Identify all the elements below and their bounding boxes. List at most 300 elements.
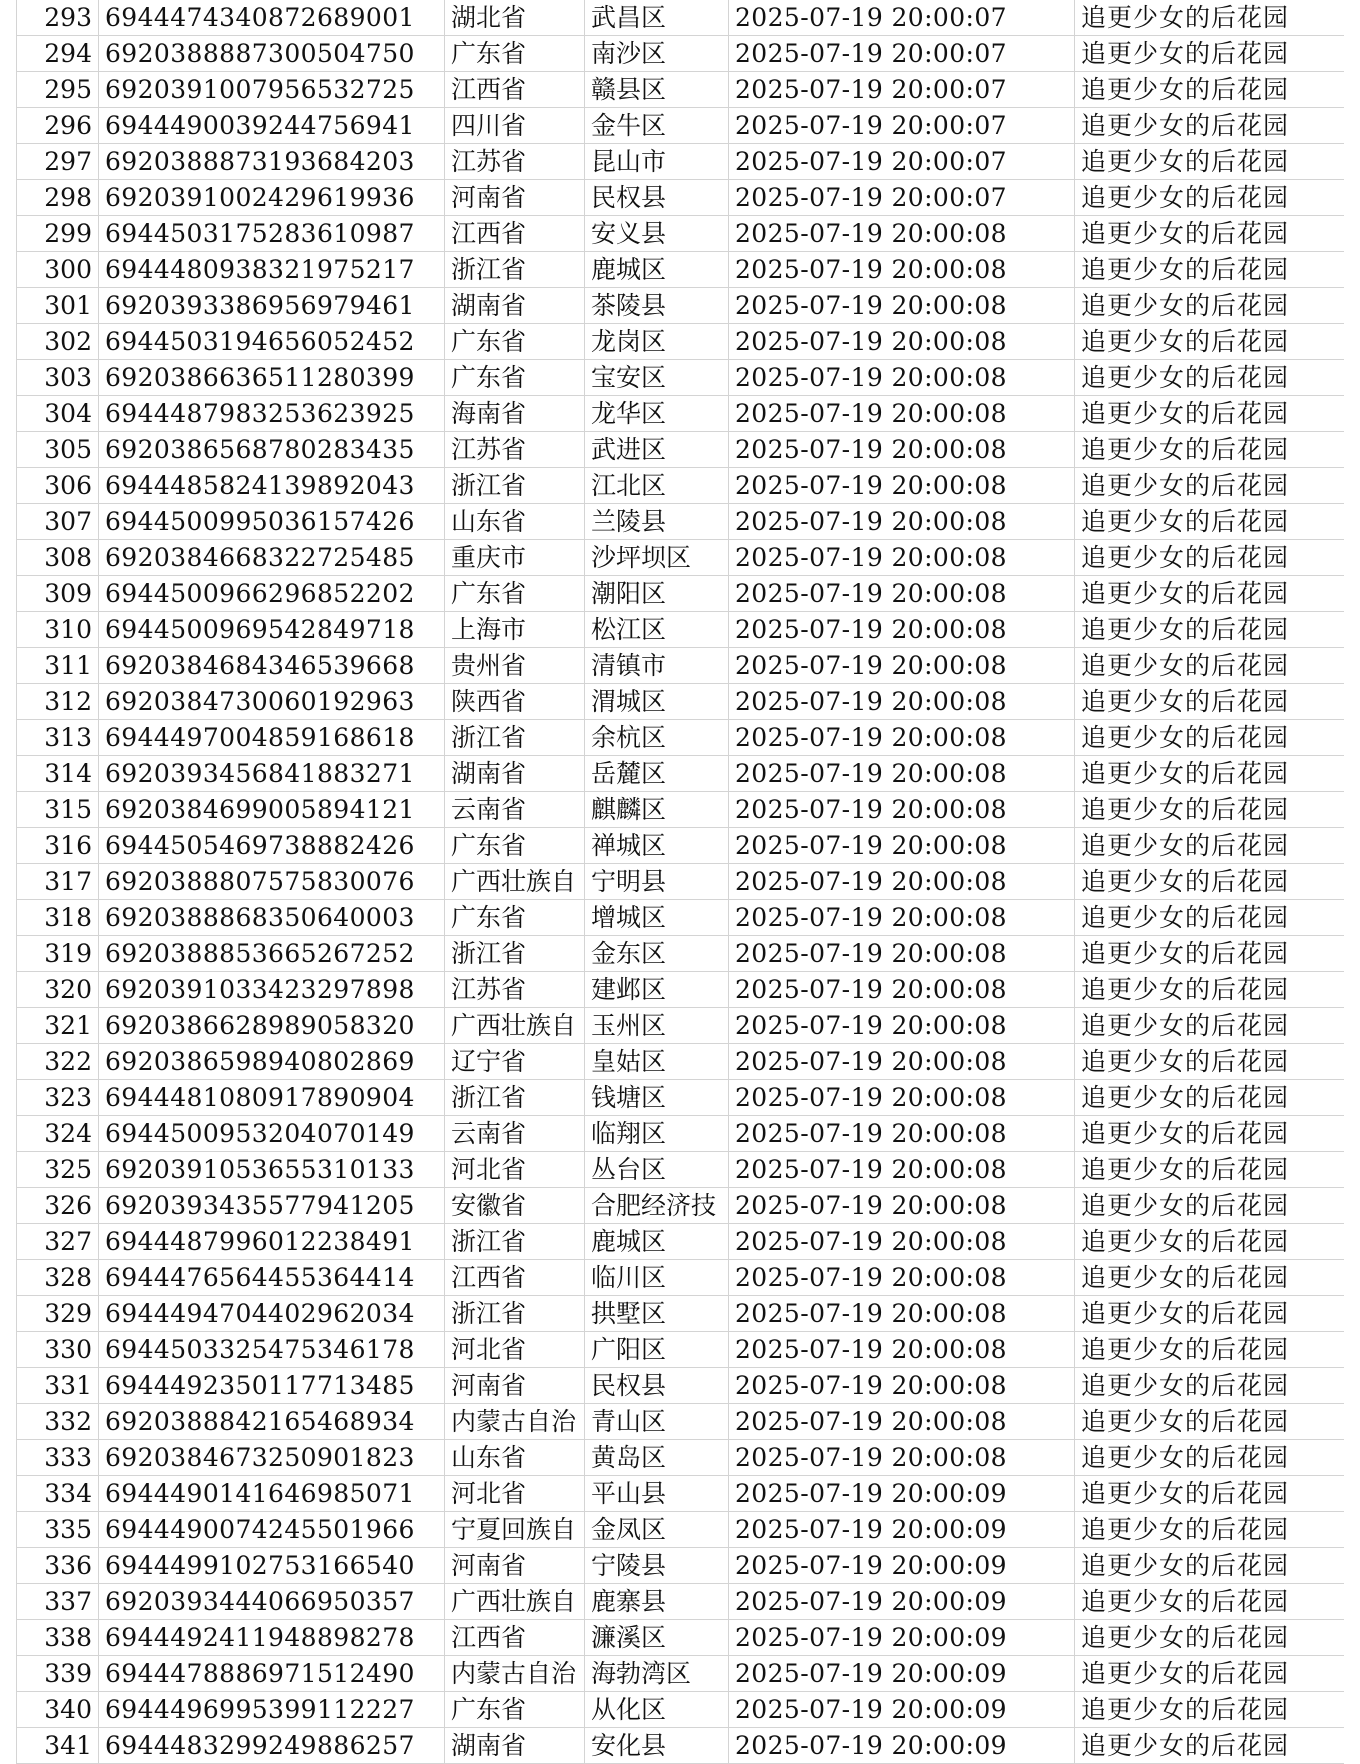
cell-timestamp[interactable]: 2025-07-19 20:00:08 — [729, 1152, 1075, 1188]
cell-order-id[interactable]: 6944485824139892043 — [99, 468, 445, 504]
cell-store-name[interactable]: 追更少女的后花园 — [1075, 1044, 1345, 1080]
cell-district[interactable]: 金东区 — [585, 936, 729, 972]
cell-district[interactable]: 鹿寨县 — [585, 1584, 729, 1620]
cell-row-number[interactable]: 320 — [17, 972, 99, 1008]
cell-timestamp[interactable]: 2025-07-19 20:00:08 — [729, 252, 1075, 288]
cell-order-id[interactable]: 6920393386956979461 — [99, 288, 445, 324]
cell-order-id[interactable]: 6944490039244756941 — [99, 108, 445, 144]
cell-province[interactable]: 湖南省 — [445, 288, 585, 324]
cell-district[interactable]: 丛台区 — [585, 1152, 729, 1188]
cell-order-id[interactable]: 6920384668322725485 — [99, 540, 445, 576]
cell-province[interactable]: 上海市 — [445, 612, 585, 648]
cell-timestamp[interactable]: 2025-07-19 20:00:08 — [729, 756, 1075, 792]
cell-store-name[interactable]: 追更少女的后花园 — [1075, 216, 1345, 252]
cell-row-number[interactable]: 301 — [17, 288, 99, 324]
cell-row-number[interactable]: 319 — [17, 936, 99, 972]
cell-district[interactable]: 濂溪区 — [585, 1620, 729, 1656]
cell-order-id[interactable]: 6920386598940802869 — [99, 1044, 445, 1080]
cell-row-number[interactable]: 332 — [17, 1404, 99, 1440]
cell-store-name[interactable]: 追更少女的后花园 — [1075, 1188, 1345, 1224]
cell-row-number[interactable]: 333 — [17, 1440, 99, 1476]
cell-timestamp[interactable]: 2025-07-19 20:00:08 — [729, 792, 1075, 828]
cell-store-name[interactable]: 追更少女的后花园 — [1075, 1404, 1345, 1440]
cell-store-name[interactable]: 追更少女的后花园 — [1075, 252, 1345, 288]
cell-row-number[interactable]: 299 — [17, 216, 99, 252]
cell-district[interactable]: 宁明县 — [585, 864, 729, 900]
cell-store-name[interactable]: 追更少女的后花园 — [1075, 180, 1345, 216]
cell-store-name[interactable]: 追更少女的后花园 — [1075, 1512, 1345, 1548]
cell-row-number[interactable]: 306 — [17, 468, 99, 504]
cell-row-number[interactable]: 307 — [17, 504, 99, 540]
cell-province[interactable]: 河南省 — [445, 1548, 585, 1584]
cell-order-id[interactable]: 6920393444066950357 — [99, 1584, 445, 1620]
spreadsheet-grid[interactable] — [16, 0, 1344, 1764]
cell-timestamp[interactable]: 2025-07-19 20:00:08 — [729, 828, 1075, 864]
cell-timestamp[interactable]: 2025-07-19 20:00:08 — [729, 468, 1075, 504]
cell-timestamp[interactable]: 2025-07-19 20:00:08 — [729, 1332, 1075, 1368]
cell-order-id[interactable]: 6920386568780283435 — [99, 432, 445, 468]
cell-timestamp[interactable]: 2025-07-19 20:00:08 — [729, 1224, 1075, 1260]
cell-order-id[interactable]: 6944483299249886257 — [99, 1728, 445, 1764]
cell-district[interactable]: 鹿城区 — [585, 252, 729, 288]
cell-row-number[interactable]: 293 — [17, 0, 99, 36]
cell-row-number[interactable]: 339 — [17, 1656, 99, 1692]
cell-timestamp[interactable]: 2025-07-19 20:00:08 — [729, 612, 1075, 648]
cell-district[interactable]: 金凤区 — [585, 1512, 729, 1548]
cell-province[interactable]: 江苏省 — [445, 144, 585, 180]
cell-row-number[interactable]: 313 — [17, 720, 99, 756]
cell-order-id[interactable]: 6944487996012238491 — [99, 1224, 445, 1260]
cell-timestamp[interactable]: 2025-07-19 20:00:09 — [729, 1476, 1075, 1512]
cell-store-name[interactable]: 追更少女的后花园 — [1075, 0, 1345, 36]
cell-timestamp[interactable]: 2025-07-19 20:00:08 — [729, 576, 1075, 612]
cell-district[interactable]: 合肥经济技 — [585, 1188, 729, 1224]
cell-store-name[interactable]: 追更少女的后花园 — [1075, 396, 1345, 432]
cell-timestamp[interactable]: 2025-07-19 20:00:08 — [729, 1080, 1075, 1116]
cell-district[interactable]: 安化县 — [585, 1728, 729, 1764]
cell-district[interactable]: 民权县 — [585, 1368, 729, 1404]
cell-province[interactable]: 浙江省 — [445, 252, 585, 288]
cell-province[interactable]: 河北省 — [445, 1476, 585, 1512]
cell-district[interactable]: 海勃湾区 — [585, 1656, 729, 1692]
cell-timestamp[interactable]: 2025-07-19 20:00:08 — [729, 864, 1075, 900]
cell-order-id[interactable]: 6920384730060192963 — [99, 684, 445, 720]
cell-timestamp[interactable]: 2025-07-19 20:00:08 — [729, 1008, 1075, 1044]
cell-row-number[interactable]: 327 — [17, 1224, 99, 1260]
cell-district[interactable]: 宁陵县 — [585, 1548, 729, 1584]
cell-store-name[interactable]: 追更少女的后花园 — [1075, 1224, 1345, 1260]
cell-district[interactable]: 广阳区 — [585, 1332, 729, 1368]
cell-store-name[interactable]: 追更少女的后花园 — [1075, 1080, 1345, 1116]
cell-district[interactable]: 金牛区 — [585, 108, 729, 144]
cell-district[interactable]: 武昌区 — [585, 0, 729, 36]
cell-district[interactable]: 武进区 — [585, 432, 729, 468]
cell-store-name[interactable]: 追更少女的后花园 — [1075, 468, 1345, 504]
cell-province[interactable]: 广东省 — [445, 900, 585, 936]
cell-row-number[interactable]: 305 — [17, 432, 99, 468]
cell-timestamp[interactable]: 2025-07-19 20:00:08 — [729, 216, 1075, 252]
cell-store-name[interactable]: 追更少女的后花园 — [1075, 1296, 1345, 1332]
cell-province[interactable]: 广东省 — [445, 36, 585, 72]
cell-store-name[interactable]: 追更少女的后花园 — [1075, 864, 1345, 900]
cell-store-name[interactable]: 追更少女的后花园 — [1075, 972, 1345, 1008]
cell-province[interactable]: 四川省 — [445, 108, 585, 144]
cell-store-name[interactable]: 追更少女的后花园 — [1075, 1476, 1345, 1512]
cell-order-id[interactable]: 6920388868350640003 — [99, 900, 445, 936]
cell-province[interactable]: 江西省 — [445, 216, 585, 252]
cell-timestamp[interactable]: 2025-07-19 20:00:08 — [729, 936, 1075, 972]
cell-order-id[interactable]: 6920384684346539668 — [99, 648, 445, 684]
cell-store-name[interactable]: 追更少女的后花园 — [1075, 612, 1345, 648]
cell-row-number[interactable]: 340 — [17, 1692, 99, 1728]
cell-district[interactable]: 龙华区 — [585, 396, 729, 432]
cell-row-number[interactable]: 335 — [17, 1512, 99, 1548]
cell-order-id[interactable]: 6944503325475346178 — [99, 1332, 445, 1368]
cell-district[interactable]: 黄岛区 — [585, 1440, 729, 1476]
table-row — [17, 900, 1345, 936]
cell-store-name[interactable]: 追更少女的后花园 — [1075, 540, 1345, 576]
cell-row-number[interactable]: 329 — [17, 1296, 99, 1332]
cell-order-id[interactable]: 6944494704402962034 — [99, 1296, 445, 1332]
cell-province[interactable]: 浙江省 — [445, 468, 585, 504]
cell-store-name[interactable]: 追更少女的后花园 — [1075, 900, 1345, 936]
cell-district[interactable]: 沙坪坝区 — [585, 540, 729, 576]
cell-order-id[interactable]: 6920388842165468934 — [99, 1404, 445, 1440]
cell-province[interactable]: 陕西省 — [445, 684, 585, 720]
cell-province[interactable]: 广东省 — [445, 360, 585, 396]
cell-timestamp[interactable]: 2025-07-19 20:00:08 — [729, 1044, 1075, 1080]
cell-province[interactable]: 湖北省 — [445, 0, 585, 36]
cell-district[interactable]: 增城区 — [585, 900, 729, 936]
cell-district[interactable]: 从化区 — [585, 1692, 729, 1728]
cell-province[interactable]: 浙江省 — [445, 936, 585, 972]
cell-timestamp[interactable]: 2025-07-19 20:00:07 — [729, 72, 1075, 108]
cell-province[interactable]: 广东省 — [445, 828, 585, 864]
cell-timestamp[interactable]: 2025-07-19 20:00:08 — [729, 1116, 1075, 1152]
cell-province[interactable]: 江西省 — [445, 72, 585, 108]
cell-row-number[interactable]: 297 — [17, 144, 99, 180]
cell-store-name[interactable]: 追更少女的后花园 — [1075, 1584, 1345, 1620]
cell-row-number[interactable]: 317 — [17, 864, 99, 900]
cell-order-id[interactable]: 6944500995036157426 — [99, 504, 445, 540]
cell-district[interactable]: 皇姑区 — [585, 1044, 729, 1080]
cell-district[interactable]: 渭城区 — [585, 684, 729, 720]
cell-province[interactable]: 宁夏回族自 — [445, 1512, 585, 1548]
cell-order-id[interactable]: 6920391053655310133 — [99, 1152, 445, 1188]
cell-district[interactable]: 岳麓区 — [585, 756, 729, 792]
cell-district[interactable]: 龙岗区 — [585, 324, 729, 360]
cell-timestamp[interactable]: 2025-07-19 20:00:08 — [729, 504, 1075, 540]
cell-order-id[interactable]: 6944481080917890904 — [99, 1080, 445, 1116]
cell-timestamp[interactable]: 2025-07-19 20:00:09 — [729, 1512, 1075, 1548]
cell-store-name[interactable]: 追更少女的后花园 — [1075, 36, 1345, 72]
cell-store-name[interactable]: 追更少女的后花园 — [1075, 1368, 1345, 1404]
cell-province[interactable]: 河南省 — [445, 180, 585, 216]
cell-order-id[interactable]: 6944474340872689001 — [99, 0, 445, 36]
cell-timestamp[interactable]: 2025-07-19 20:00:08 — [729, 1296, 1075, 1332]
cell-row-number[interactable]: 308 — [17, 540, 99, 576]
cell-order-id[interactable]: 6920388887300504750 — [99, 36, 445, 72]
cell-store-name[interactable]: 追更少女的后花园 — [1075, 576, 1345, 612]
table-row — [17, 72, 1345, 108]
cell-timestamp[interactable]: 2025-07-19 20:00:08 — [729, 432, 1075, 468]
cell-order-id[interactable]: 6944476564455364414 — [99, 1260, 445, 1296]
cell-district[interactable]: 钱塘区 — [585, 1080, 729, 1116]
cell-store-name[interactable]: 追更少女的后花园 — [1075, 1008, 1345, 1044]
cell-store-name[interactable]: 追更少女的后花园 — [1075, 504, 1345, 540]
cell-timestamp[interactable]: 2025-07-19 20:00:09 — [729, 1584, 1075, 1620]
cell-row-number[interactable]: 312 — [17, 684, 99, 720]
cell-timestamp[interactable]: 2025-07-19 20:00:08 — [729, 288, 1075, 324]
cell-store-name[interactable]: 追更少女的后花园 — [1075, 288, 1345, 324]
cell-timestamp[interactable]: 2025-07-19 20:00:08 — [729, 1368, 1075, 1404]
cell-province[interactable]: 江西省 — [445, 1260, 585, 1296]
cell-province[interactable]: 河北省 — [445, 1152, 585, 1188]
cell-order-id[interactable]: 6944499102753166540 — [99, 1548, 445, 1584]
cell-row-number[interactable]: 314 — [17, 756, 99, 792]
cell-province[interactable]: 云南省 — [445, 1116, 585, 1152]
cell-district[interactable]: 南沙区 — [585, 36, 729, 72]
cell-timestamp[interactable]: 2025-07-19 20:00:07 — [729, 36, 1075, 72]
cell-district[interactable]: 兰陵县 — [585, 504, 729, 540]
cell-row-number[interactable]: 322 — [17, 1044, 99, 1080]
cell-province[interactable]: 山东省 — [445, 1440, 585, 1476]
cell-order-id[interactable]: 6920393456841883271 — [99, 756, 445, 792]
cell-district[interactable]: 临川区 — [585, 1260, 729, 1296]
table-row — [17, 576, 1345, 612]
cell-timestamp[interactable]: 2025-07-19 20:00:08 — [729, 1260, 1075, 1296]
cell-order-id[interactable]: 6944492350117713485 — [99, 1368, 445, 1404]
cell-row-number[interactable]: 337 — [17, 1584, 99, 1620]
cell-timestamp[interactable]: 2025-07-19 20:00:08 — [729, 972, 1075, 1008]
cell-row-number[interactable]: 321 — [17, 1008, 99, 1044]
cell-store-name[interactable]: 追更少女的后花园 — [1075, 756, 1345, 792]
cell-province[interactable]: 浙江省 — [445, 1224, 585, 1260]
cell-store-name[interactable]: 追更少女的后花园 — [1075, 1152, 1345, 1188]
cell-district[interactable]: 昆山市 — [585, 144, 729, 180]
cell-store-name[interactable]: 追更少女的后花园 — [1075, 1116, 1345, 1152]
cell-district[interactable]: 平山县 — [585, 1476, 729, 1512]
cell-store-name[interactable]: 追更少女的后花园 — [1075, 432, 1345, 468]
cell-row-number[interactable]: 326 — [17, 1188, 99, 1224]
cell-district[interactable]: 建邺区 — [585, 972, 729, 1008]
cell-timestamp[interactable]: 2025-07-19 20:00:08 — [729, 720, 1075, 756]
cell-order-id[interactable]: 6944490141646985071 — [99, 1476, 445, 1512]
cell-order-id[interactable]: 6944490074245501966 — [99, 1512, 445, 1548]
cell-province[interactable]: 江苏省 — [445, 432, 585, 468]
cell-store-name[interactable]: 追更少女的后花园 — [1075, 792, 1345, 828]
cell-order-id[interactable]: 6920393435577941205 — [99, 1188, 445, 1224]
cell-province[interactable]: 广西壮族自 — [445, 864, 585, 900]
cell-row-number[interactable]: 331 — [17, 1368, 99, 1404]
cell-store-name[interactable]: 追更少女的后花园 — [1075, 720, 1345, 756]
cell-store-name[interactable]: 追更少女的后花园 — [1075, 1548, 1345, 1584]
cell-order-id[interactable]: 6944500953204070149 — [99, 1116, 445, 1152]
cell-order-id[interactable]: 6944500966296852202 — [99, 576, 445, 612]
cell-timestamp[interactable]: 2025-07-19 20:00:08 — [729, 1404, 1075, 1440]
cell-store-name[interactable]: 追更少女的后花园 — [1075, 324, 1345, 360]
cell-row-number[interactable]: 330 — [17, 1332, 99, 1368]
cell-province[interactable]: 浙江省 — [445, 1080, 585, 1116]
cell-store-name[interactable]: 追更少女的后花园 — [1075, 1440, 1345, 1476]
cell-order-id[interactable]: 6944503194656052452 — [99, 324, 445, 360]
cell-province[interactable]: 江西省 — [445, 1620, 585, 1656]
cell-row-number[interactable]: 303 — [17, 360, 99, 396]
cell-province[interactable]: 海南省 — [445, 396, 585, 432]
cell-row-number[interactable]: 298 — [17, 180, 99, 216]
cell-store-name[interactable]: 追更少女的后花园 — [1075, 1620, 1345, 1656]
cell-province[interactable]: 内蒙古自治 — [445, 1656, 585, 1692]
cell-district[interactable]: 麒麟区 — [585, 792, 729, 828]
cell-order-id[interactable]: 6920391007956532725 — [99, 72, 445, 108]
cell-order-id[interactable]: 6944496995399112227 — [99, 1692, 445, 1728]
cell-timestamp[interactable]: 2025-07-19 20:00:08 — [729, 1188, 1075, 1224]
cell-district[interactable]: 潮阳区 — [585, 576, 729, 612]
cell-district[interactable]: 江北区 — [585, 468, 729, 504]
cell-timestamp[interactable]: 2025-07-19 20:00:08 — [729, 540, 1075, 576]
cell-row-number[interactable]: 296 — [17, 108, 99, 144]
cell-district[interactable]: 青山区 — [585, 1404, 729, 1440]
data-table — [16, 0, 1344, 1764]
cell-order-id[interactable]: 6944478886971512490 — [99, 1656, 445, 1692]
cell-timestamp[interactable]: 2025-07-19 20:00:07 — [729, 108, 1075, 144]
cell-timestamp[interactable]: 2025-07-19 20:00:08 — [729, 360, 1075, 396]
cell-row-number[interactable]: 315 — [17, 792, 99, 828]
cell-store-name[interactable]: 追更少女的后花园 — [1075, 1656, 1345, 1692]
cell-store-name[interactable]: 追更少女的后花园 — [1075, 108, 1345, 144]
cell-district[interactable]: 安义县 — [585, 216, 729, 252]
cell-row-number[interactable]: 316 — [17, 828, 99, 864]
cell-order-id[interactable]: 6944492411948898278 — [99, 1620, 445, 1656]
cell-province[interactable]: 广西壮族自 — [445, 1008, 585, 1044]
cell-store-name[interactable]: 追更少女的后花园 — [1075, 684, 1345, 720]
cell-province[interactable]: 湖南省 — [445, 1728, 585, 1764]
cell-store-name[interactable]: 追更少女的后花园 — [1075, 1728, 1345, 1764]
cell-timestamp[interactable]: 2025-07-19 20:00:08 — [729, 324, 1075, 360]
cell-order-id[interactable]: 6920388807575830076 — [99, 864, 445, 900]
cell-row-number[interactable]: 294 — [17, 36, 99, 72]
cell-store-name[interactable]: 追更少女的后花园 — [1075, 72, 1345, 108]
cell-order-id[interactable]: 6920384673250901823 — [99, 1440, 445, 1476]
cell-row-number[interactable]: 304 — [17, 396, 99, 432]
cell-district[interactable]: 民权县 — [585, 180, 729, 216]
cell-store-name[interactable]: 追更少女的后花园 — [1075, 828, 1345, 864]
cell-row-number[interactable]: 328 — [17, 1260, 99, 1296]
cell-timestamp[interactable]: 2025-07-19 20:00:08 — [729, 684, 1075, 720]
cell-order-id[interactable]: 6944500969542849718 — [99, 612, 445, 648]
cell-timestamp[interactable]: 2025-07-19 20:00:07 — [729, 144, 1075, 180]
cell-timestamp[interactable]: 2025-07-19 20:00:08 — [729, 900, 1075, 936]
cell-row-number[interactable]: 324 — [17, 1116, 99, 1152]
cell-store-name[interactable]: 追更少女的后花园 — [1075, 1332, 1345, 1368]
cell-row-number[interactable]: 302 — [17, 324, 99, 360]
cell-row-number[interactable]: 325 — [17, 1152, 99, 1188]
cell-district[interactable]: 玉州区 — [585, 1008, 729, 1044]
cell-province[interactable]: 湖南省 — [445, 756, 585, 792]
cell-timestamp[interactable]: 2025-07-19 20:00:07 — [729, 180, 1075, 216]
cell-row-number[interactable]: 323 — [17, 1080, 99, 1116]
cell-province[interactable]: 浙江省 — [445, 1296, 585, 1332]
cell-order-id[interactable]: 6944505469738882426 — [99, 828, 445, 864]
cell-row-number[interactable]: 318 — [17, 900, 99, 936]
cell-store-name[interactable]: 追更少女的后花园 — [1075, 936, 1345, 972]
cell-store-name[interactable]: 追更少女的后花园 — [1075, 1260, 1345, 1296]
cell-order-id[interactable]: 6920391002429619936 — [99, 180, 445, 216]
cell-row-number[interactable]: 300 — [17, 252, 99, 288]
cell-district[interactable]: 拱墅区 — [585, 1296, 729, 1332]
cell-order-id[interactable]: 6944503175283610987 — [99, 216, 445, 252]
cell-timestamp[interactable]: 2025-07-19 20:00:09 — [729, 1728, 1075, 1764]
cell-order-id[interactable]: 6920386628989058320 — [99, 1008, 445, 1044]
cell-province[interactable]: 广东省 — [445, 576, 585, 612]
cell-order-id[interactable]: 6920388853665267252 — [99, 936, 445, 972]
cell-order-id[interactable]: 6944487983253623925 — [99, 396, 445, 432]
cell-district[interactable]: 临翔区 — [585, 1116, 729, 1152]
cell-province[interactable]: 广东省 — [445, 324, 585, 360]
cell-timestamp[interactable]: 2025-07-19 20:00:09 — [729, 1692, 1075, 1728]
cell-province[interactable]: 安徽省 — [445, 1188, 585, 1224]
cell-order-id[interactable]: 6920388873193684203 — [99, 144, 445, 180]
cell-row-number[interactable]: 311 — [17, 648, 99, 684]
cell-timestamp[interactable]: 2025-07-19 20:00:08 — [729, 1440, 1075, 1476]
cell-province[interactable]: 内蒙古自治 — [445, 1404, 585, 1440]
cell-row-number[interactable]: 295 — [17, 72, 99, 108]
cell-district[interactable]: 宝安区 — [585, 360, 729, 396]
cell-row-number[interactable]: 341 — [17, 1728, 99, 1764]
cell-province[interactable]: 浙江省 — [445, 720, 585, 756]
cell-province[interactable]: 河北省 — [445, 1332, 585, 1368]
cell-district[interactable]: 赣县区 — [585, 72, 729, 108]
cell-district[interactable]: 松江区 — [585, 612, 729, 648]
cell-store-name[interactable]: 追更少女的后花园 — [1075, 360, 1345, 396]
cell-store-name[interactable]: 追更少女的后花园 — [1075, 1692, 1345, 1728]
cell-timestamp[interactable]: 2025-07-19 20:00:09 — [729, 1620, 1075, 1656]
cell-district[interactable]: 鹿城区 — [585, 1224, 729, 1260]
cell-district[interactable]: 余杭区 — [585, 720, 729, 756]
cell-order-id[interactable]: 6920386636511280399 — [99, 360, 445, 396]
cell-order-id[interactable]: 6944497004859168618 — [99, 720, 445, 756]
cell-province[interactable]: 贵州省 — [445, 648, 585, 684]
cell-row-number[interactable]: 338 — [17, 1620, 99, 1656]
cell-timestamp[interactable]: 2025-07-19 20:00:08 — [729, 648, 1075, 684]
cell-province[interactable]: 广东省 — [445, 1692, 585, 1728]
cell-row-number[interactable]: 336 — [17, 1548, 99, 1584]
cell-timestamp[interactable]: 2025-07-19 20:00:09 — [729, 1656, 1075, 1692]
cell-store-name[interactable]: 追更少女的后花园 — [1075, 144, 1345, 180]
cell-row-number[interactable]: 310 — [17, 612, 99, 648]
cell-store-name[interactable]: 追更少女的后花园 — [1075, 648, 1345, 684]
cell-timestamp[interactable]: 2025-07-19 20:00:07 — [729, 0, 1075, 36]
cell-province[interactable]: 云南省 — [445, 792, 585, 828]
cell-timestamp[interactable]: 2025-07-19 20:00:08 — [729, 396, 1075, 432]
cell-row-number[interactable]: 309 — [17, 576, 99, 612]
cell-province[interactable]: 广西壮族自 — [445, 1584, 585, 1620]
cell-timestamp[interactable]: 2025-07-19 20:00:09 — [729, 1548, 1075, 1584]
cell-order-id[interactable]: 6920391033423297898 — [99, 972, 445, 1008]
table-row — [17, 936, 1345, 972]
cell-row-number[interactable]: 334 — [17, 1476, 99, 1512]
cell-order-id[interactable]: 6944480938321975217 — [99, 252, 445, 288]
cell-province[interactable]: 重庆市 — [445, 540, 585, 576]
cell-province[interactable]: 河南省 — [445, 1368, 585, 1404]
cell-district[interactable]: 禅城区 — [585, 828, 729, 864]
cell-order-id[interactable]: 6920384699005894121 — [99, 792, 445, 828]
cell-district[interactable]: 清镇市 — [585, 648, 729, 684]
cell-province[interactable]: 辽宁省 — [445, 1044, 585, 1080]
cell-district[interactable]: 茶陵县 — [585, 288, 729, 324]
cell-province[interactable]: 江苏省 — [445, 972, 585, 1008]
cell-province[interactable]: 山东省 — [445, 504, 585, 540]
